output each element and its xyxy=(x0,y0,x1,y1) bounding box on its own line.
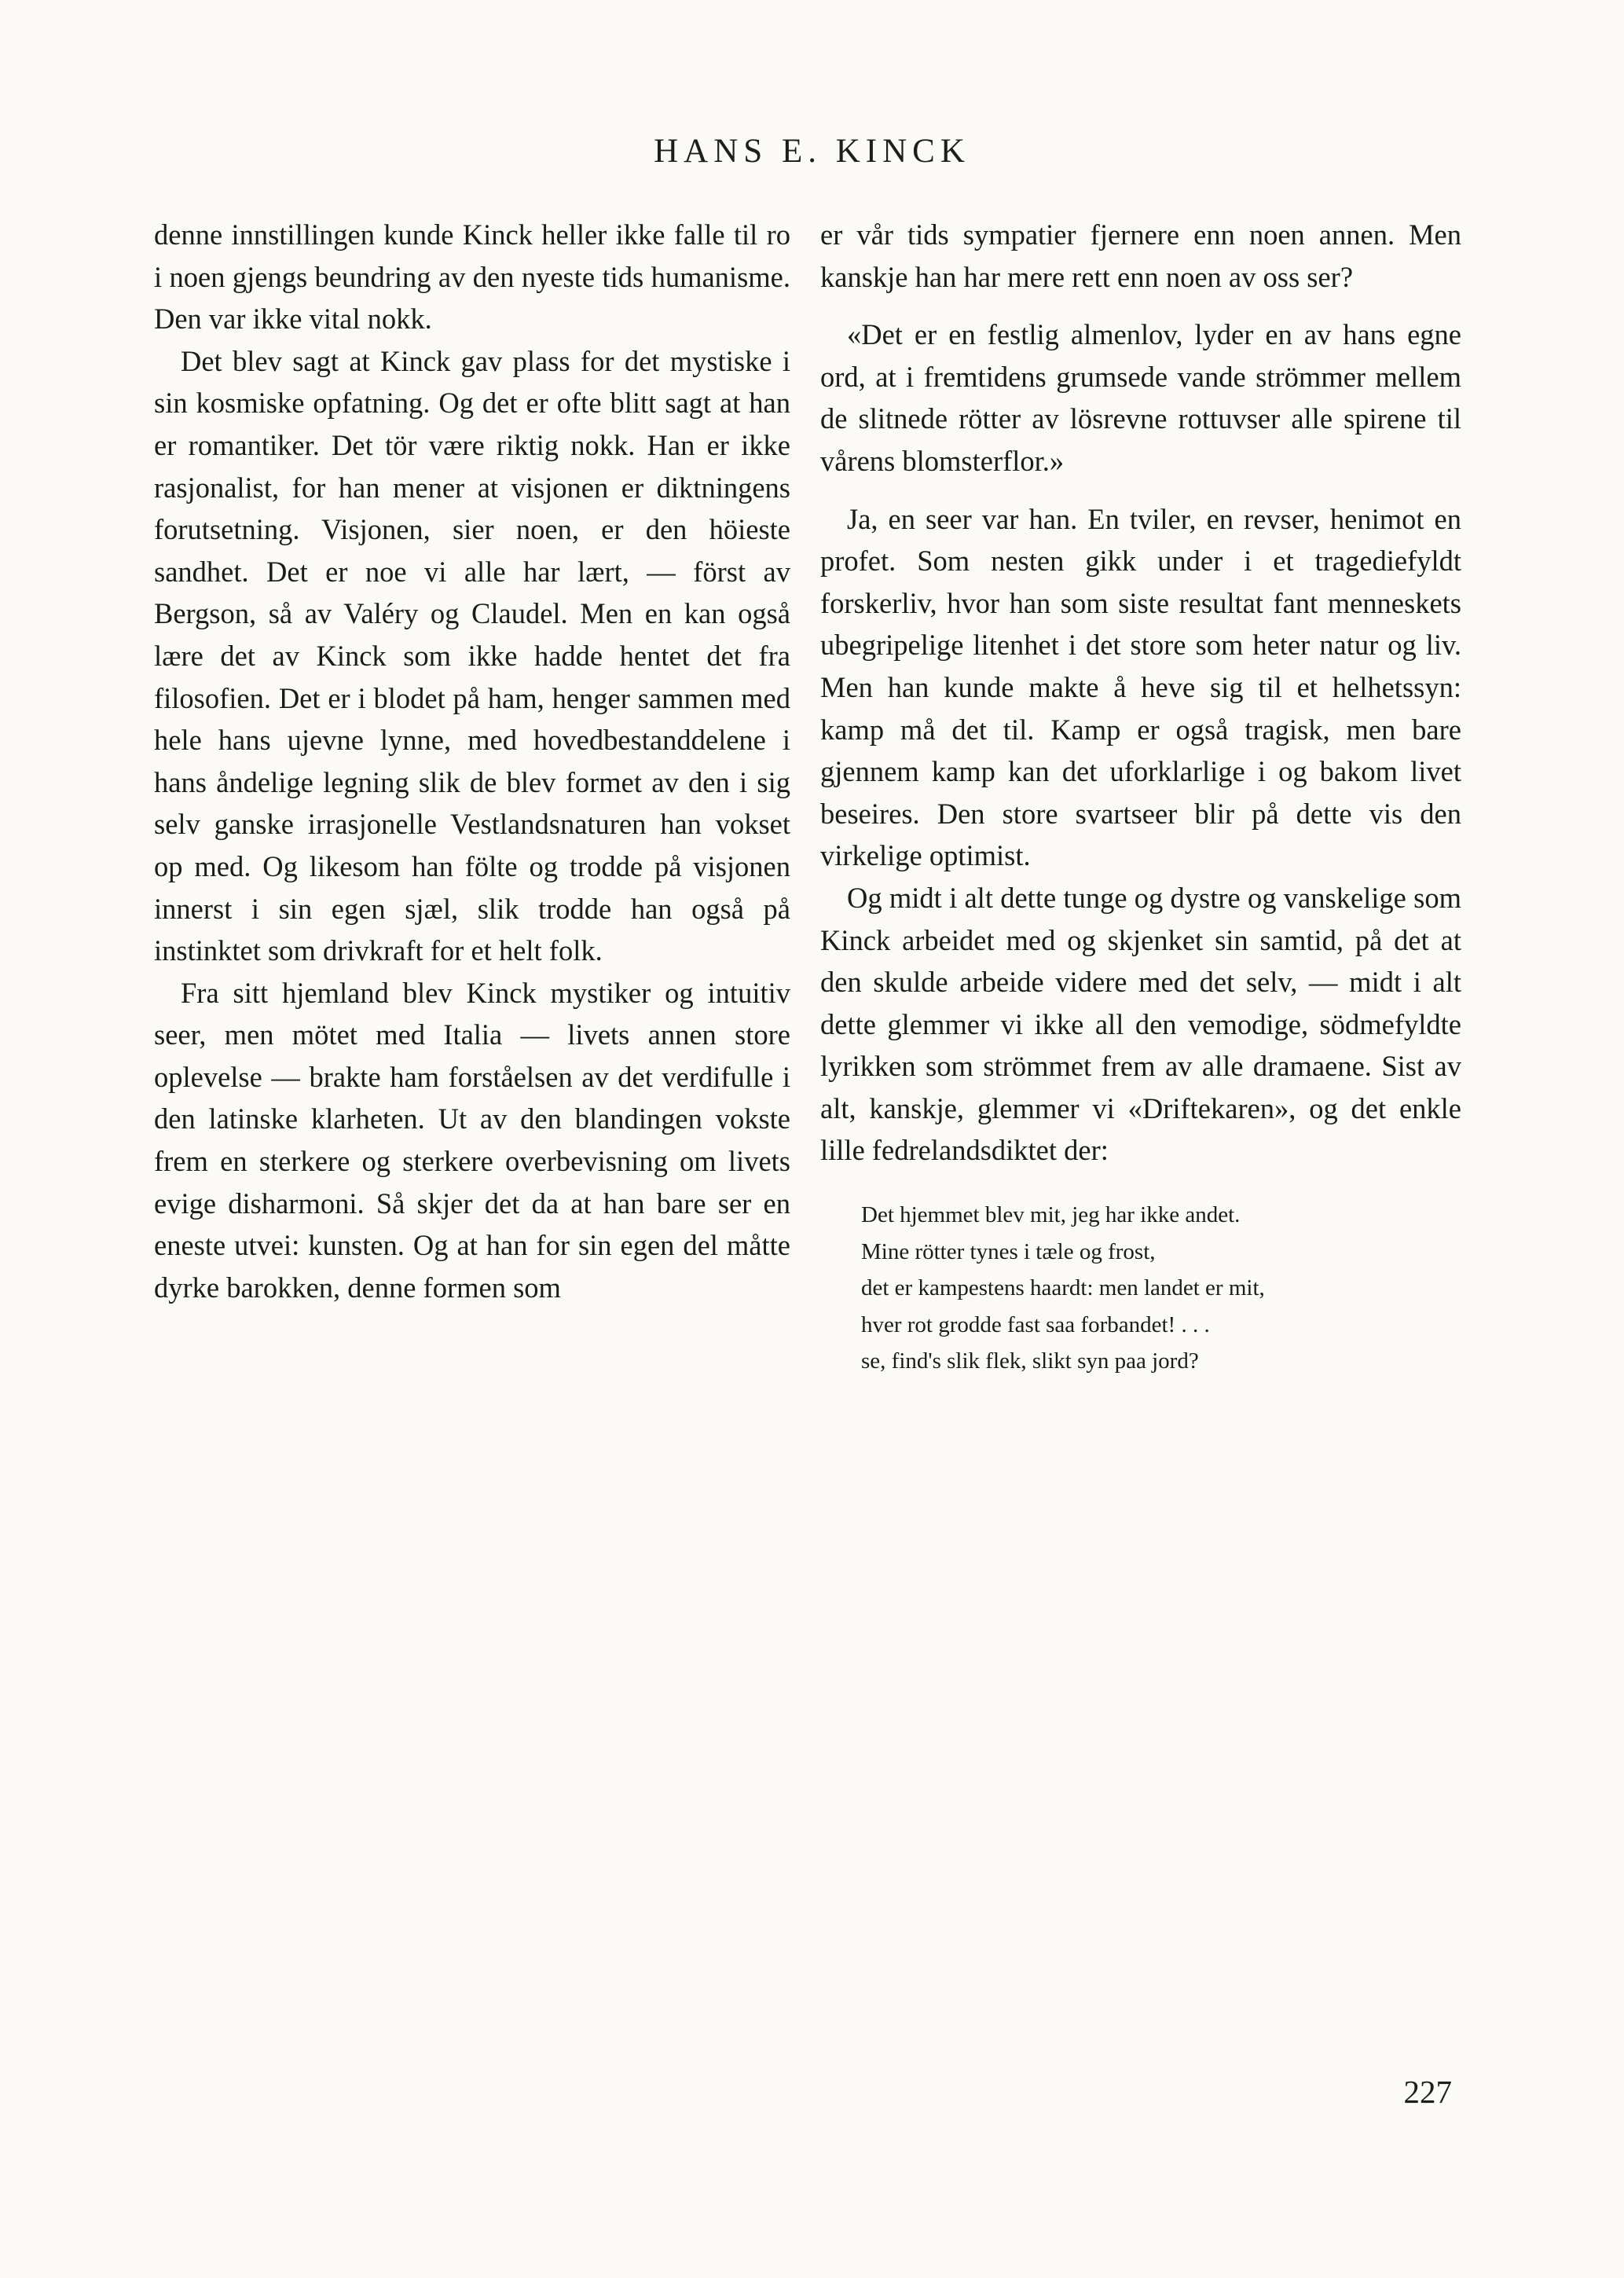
paragraph: Og midt i alt dette tunge og dystre og vanskelige som Kinck arbeidet med og skjenket sin samtid, på det at den skulde arbeide videre med det selv, — midt i alt dette glemmer vi ikke all den vemodige, södmefyldte lyrikken som strömmet frem av alle dramaene. Sist av alt, kanskje, glemmer vi «Driftekaren», og det enkle lille fedrelandsdiktet der: xyxy=(820,881,1461,1167)
poem-block xyxy=(861,1197,1461,1380)
paragraph: denne innstillingen kunde Kinck heller ikke falle til ro i noen gjengs beundring av den nyeste tids humanisme. Den var ikke vital nokk. xyxy=(154,218,790,336)
poem-line: det er kampestens haardt: men landet er mit, xyxy=(861,1275,1265,1301)
running-head: HANS E. KINCK xyxy=(654,133,970,170)
poem-line: Mine rötter tynes i tæle og frost, xyxy=(861,1238,1156,1264)
page-number: 227 xyxy=(1403,2074,1452,2110)
paragraph: Fra sitt hjemland blev Kinck mystiker og intuitiv seer, men mötet med Italia — livets annen store oplevelse — brakte ham forståelsen av det verdifulle i den latinske klarheten. Ut av den blandingen vokste frem en sterkere og sterkere overbevisning om livets evige disharmoni. Så skjer det da at han bare ser en eneste utvei: kunsten. Og at han for sin egen del måtte dyrke barokken, denne formen som xyxy=(154,976,790,1304)
paragraph: Det blev sagt at Kinck gav plass for det mystiske i sin kosmiske opfatning. Og det er ofte blitt sagt at han er romantiker. Det tör være riktig nokk. Han er ikke rasjonalist, for han mener at visjonen er diktningens forutsetning. Visjonen, sier noen, er den höieste sandhet. Det er noe vi alle har lært, — först av Bergson, så av Valéry og Claudel. Men en kan også lære det av Kinck som ikke hadde hentet det fra filosofien. Det er i blodet på ham, henger sammen med hele hans ujevne lynne, med hovedbestanddelene i hans åndelige legning slik de blev formet av den i sig selv ganske irrasjonelle Vestlandsnaturen han vokset op med. Og likesom han fölte og trodde på visjonen innerst i sin egen sjæl, slik trodde han også på instinktet som drivkraft for et helt folk. xyxy=(154,344,790,967)
paragraph: Ja, en seer var han. En tviler, en revser, henimot en profet. Som nesten gikk under i et tragediefyldt forskerliv, hvor han som siste resultat fant menneskets ubegripelige litenhet i det store som heter natur og liv. Men han kunde makte å heve sig til et helhetssyn: kamp må det til. Kamp er også tragisk, men bare gjennem kamp kan det uforklarlige i og bakom livet beseires. Den store svartseer blir på dette vis den virkelige optimist. xyxy=(820,502,1461,872)
left-column xyxy=(154,214,790,1308)
quotation-paragraph: «Det er en festlig almenlov, lyder en av hans egne ord, at i fremtidens grumsede vande strömmer mellem de slitnede rötter av lösrevne rottuvser alle spirene til vårens blomsterflor.» xyxy=(820,318,1461,477)
poem-line: se, find's slik flek, slikt syn paa jord? xyxy=(861,1348,1199,1374)
poem-line: hver rot grodde fast saa forbandet! . . . xyxy=(861,1311,1210,1337)
right-column xyxy=(820,214,1461,1380)
poem-line: Det hjemmet blev mit, jeg har ikke andet. xyxy=(861,1202,1241,1228)
paragraph: er vår tids sympatier fjernere enn noen annen. Men kanskje han har mere rett enn noen av oss ser? xyxy=(820,218,1461,293)
